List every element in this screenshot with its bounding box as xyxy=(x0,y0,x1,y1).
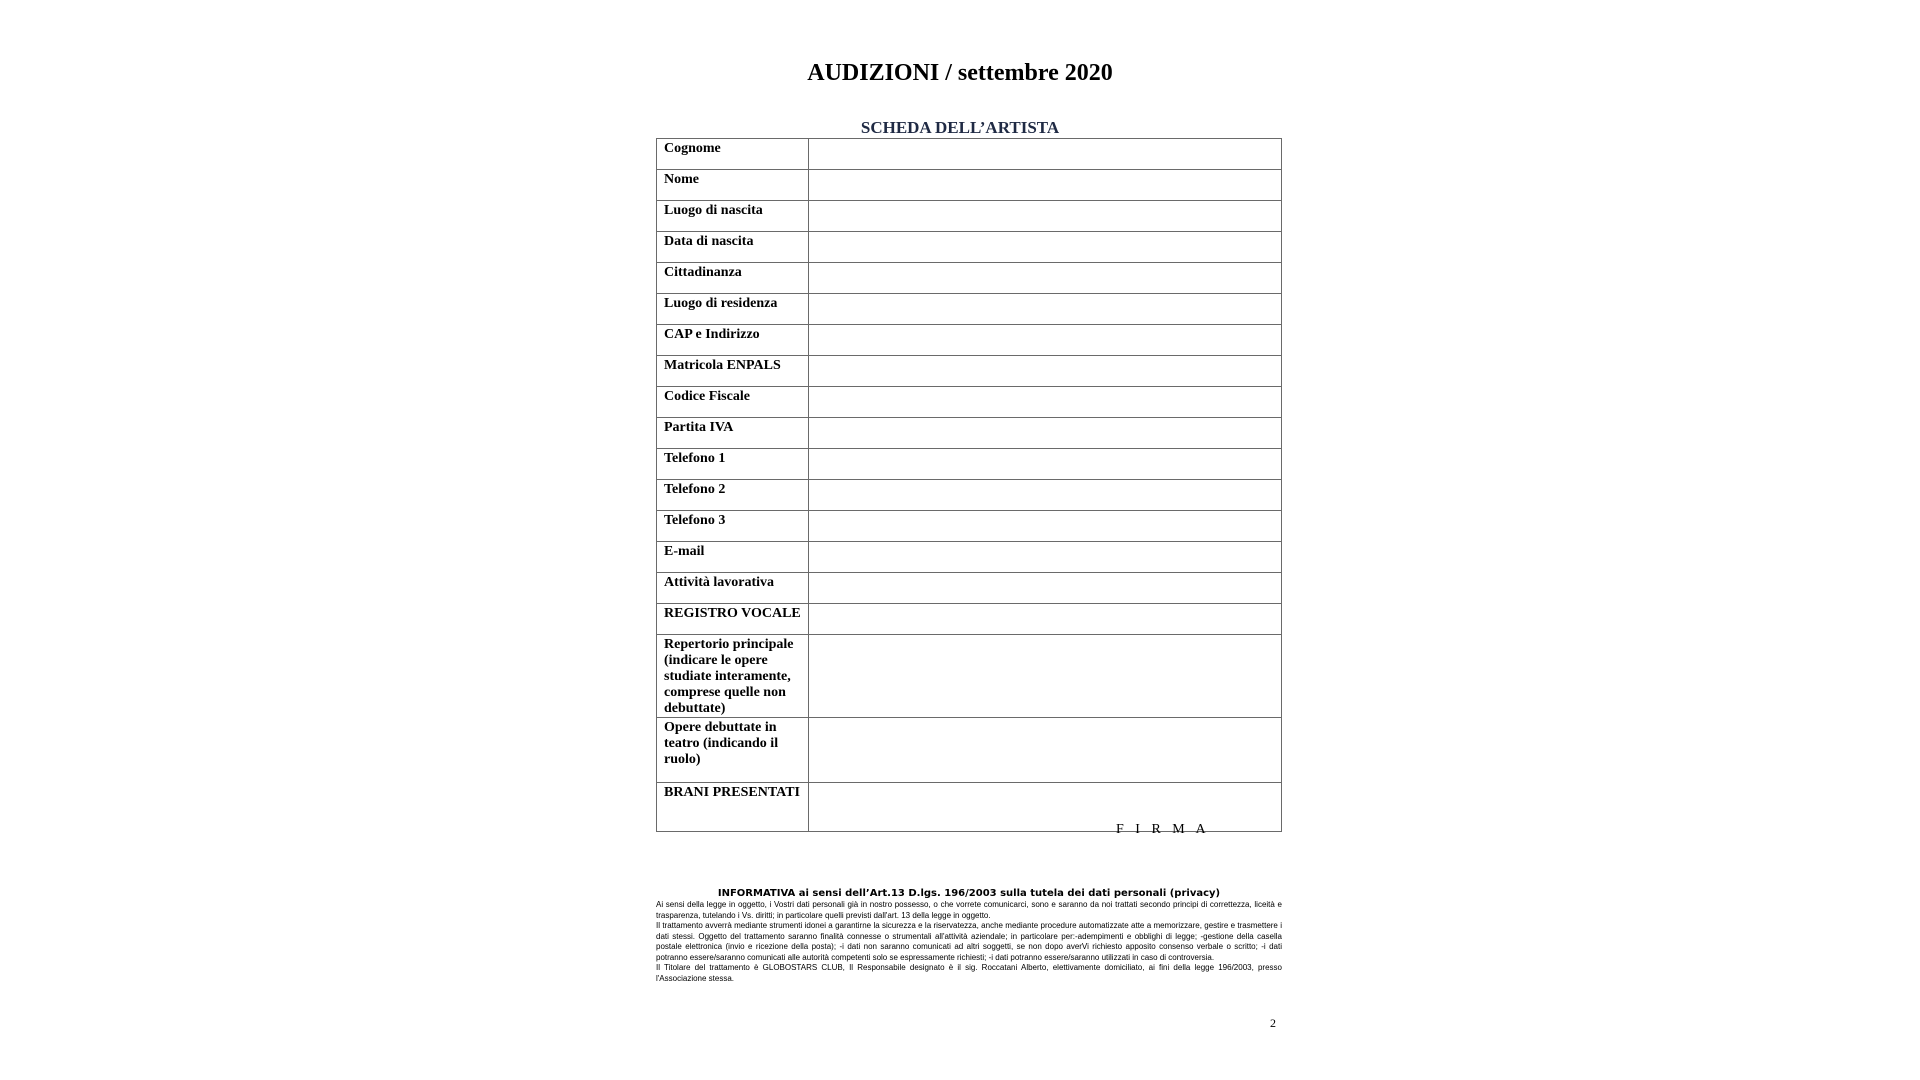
field-label: Opere debuttate in teatro (indicando il ruolo) xyxy=(657,718,809,783)
artist-form-table xyxy=(656,138,1282,832)
signature-label: F I R M A xyxy=(1116,822,1210,837)
form-row-partita-iva xyxy=(657,418,1282,449)
form-row-cittadinanza xyxy=(657,263,1282,294)
privacy-paragraph: Il Titolare del trattamento è GLOBOSTARS CLUB, Il Responsabile designato è il sig. Roccatani Alberto, elettivamente domiciliato, ai fini della legge 196/2003, presso l'Associazione stessa. xyxy=(656,963,1282,983)
privacy-notice xyxy=(656,900,1282,984)
telefono-1-field[interactable] xyxy=(809,449,1282,480)
privacy-title: INFORMATIVA ai sensi dell’Art.13 D.lgs. 196/2003 sulla tutela dei dati personali (privacy) xyxy=(717,888,1221,899)
form-row-nome xyxy=(657,170,1282,201)
codice-fiscale-field[interactable] xyxy=(809,387,1282,418)
field-label: REGISTRO VOCALE xyxy=(657,604,809,635)
form-row-opere-debuttate xyxy=(657,718,1282,783)
form-row-luogo-nascita xyxy=(657,201,1282,232)
telefono-2-field[interactable] xyxy=(809,480,1282,511)
field-label: Nome xyxy=(657,170,809,201)
opere-debuttate-field[interactable] xyxy=(809,718,1282,783)
partita-iva-field[interactable] xyxy=(809,418,1282,449)
field-label: Repertorio principale (indicare le opere studiate interamente, comprese quelle non debuttate) xyxy=(657,635,809,718)
privacy-paragraph: Ai sensi della legge in oggetto, i Vostri dati personali già in nostro possesso, o che vorrete comunicarci, sono e saranno da noi trattati secondo principi di correttezza, liceità e trasparenza, tutelando i Vs. diritti; in particolare quelli previsti dall'art. 13 della legge in oggetto. xyxy=(656,900,1282,920)
cognome-field[interactable] xyxy=(809,139,1282,170)
form-title: SCHEDA DELL’ARTISTA xyxy=(860,118,1060,137)
form-row-email xyxy=(657,542,1282,573)
field-label: Cognome xyxy=(657,139,809,170)
form-row-telefono-1 xyxy=(657,449,1282,480)
form-row-repertorio-principale xyxy=(657,635,1282,718)
field-label: Codice Fiscale xyxy=(657,387,809,418)
form-row-registro-vocale xyxy=(657,604,1282,635)
matricola-enpals-field[interactable] xyxy=(809,356,1282,387)
field-label: Attività lavorativa xyxy=(657,573,809,604)
form-row-codice-fiscale xyxy=(657,387,1282,418)
email-field[interactable] xyxy=(809,542,1282,573)
form-row-telefono-2 xyxy=(657,480,1282,511)
field-label: Luogo di residenza xyxy=(657,294,809,325)
cap-indirizzo-field[interactable] xyxy=(809,325,1282,356)
registro-vocale-field[interactable] xyxy=(809,604,1282,635)
form-row-luogo-residenza xyxy=(657,294,1282,325)
data-nascita-field[interactable] xyxy=(809,232,1282,263)
brani-presentati-field[interactable] xyxy=(809,783,1282,832)
luogo-nascita-field[interactable] xyxy=(809,201,1282,232)
telefono-3-field[interactable] xyxy=(809,511,1282,542)
field-label: E-mail xyxy=(657,542,809,573)
form-row-cognome xyxy=(657,139,1282,170)
field-label: Matricola ENPALS xyxy=(657,356,809,387)
field-label: CAP e Indirizzo xyxy=(657,325,809,356)
form-row-attivita-lavorativa xyxy=(657,573,1282,604)
field-label: Luogo di nascita xyxy=(657,201,809,232)
field-label: Cittadinanza xyxy=(657,263,809,294)
page-number: 2 xyxy=(1270,1016,1276,1030)
nome-field[interactable] xyxy=(809,170,1282,201)
field-label: BRANI PRESENTATI xyxy=(657,783,809,832)
form-row-data-nascita xyxy=(657,232,1282,263)
field-label: Data di nascita xyxy=(657,232,809,263)
luogo-residenza-field[interactable] xyxy=(809,294,1282,325)
repertorio-principale-field[interactable] xyxy=(809,635,1282,718)
cittadinanza-field[interactable] xyxy=(809,263,1282,294)
form-row-cap-indirizzo xyxy=(657,325,1282,356)
document-title: AUDIZIONI / settembre 2020 xyxy=(807,60,1113,86)
form-row-matricola-enpals xyxy=(657,356,1282,387)
field-label: Telefono 1 xyxy=(657,449,809,480)
field-label: Telefono 2 xyxy=(657,480,809,511)
field-label: Partita IVA xyxy=(657,418,809,449)
form-row-telefono-3 xyxy=(657,511,1282,542)
field-label: Telefono 3 xyxy=(657,511,809,542)
privacy-paragraph: Il trattamento avverrà mediante strumenti idonei a garantirne la sicurezza e la riservatezza, anche mediante procedure automatizzate atte a memorizzare, gestire e trasmettere i dati stessi. Oggetto del trattamento saranno finalità connesse o strumentali all'attività aziendale; in particolare per:-adempimenti e obblighi di legge; -gestione della casella postale elettronica (invio e ricezione della posta); -i dati non saranno comunicati ad altri soggetti, se non dopo averVi richiesto apposito consenso verbale o scritto; -i dati potranno essere/saranno comunicati alle autorità competenti solo se espressamente richiesti; -i dati potranno essere/saranno utilizzati in caso di controversia. xyxy=(656,921,1282,962)
attivita-lavorativa-field[interactable] xyxy=(809,573,1282,604)
